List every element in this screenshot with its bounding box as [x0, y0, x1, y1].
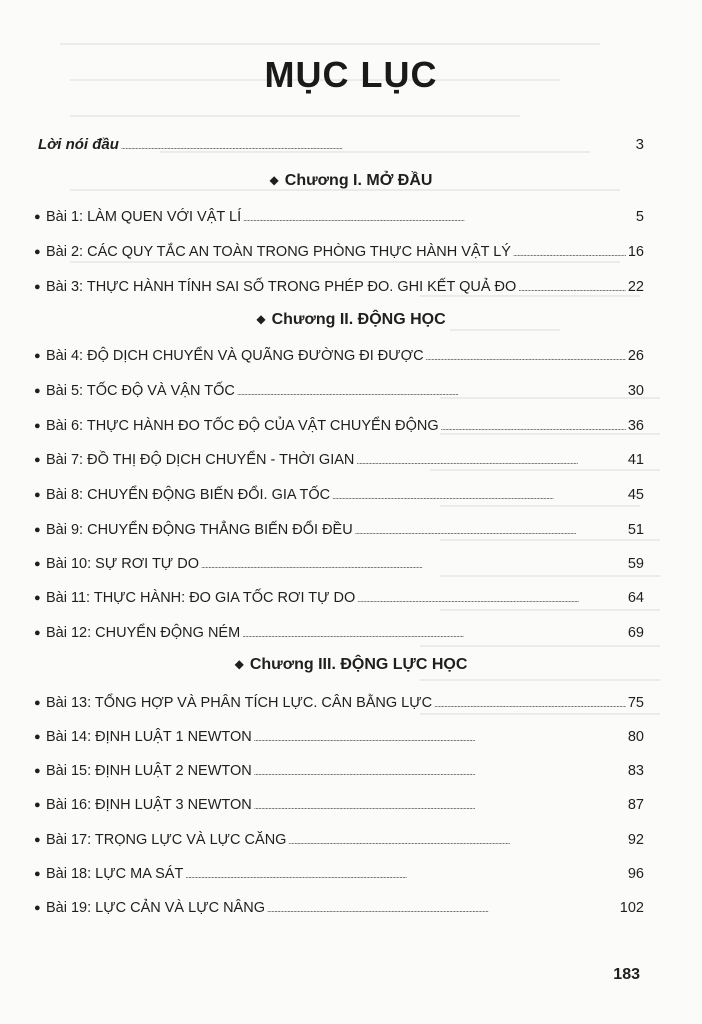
bullet-icon: ●: [34, 523, 41, 536]
toc-entry[interactable]: [34, 622, 644, 641]
diamond-icon: ◆: [269, 173, 279, 187]
entry-page: 75: [627, 694, 644, 711]
toc-entry[interactable]: [34, 206, 644, 225]
bullet-icon: ●: [34, 453, 41, 466]
intro-page: 3: [635, 136, 644, 153]
entry-label: Bài 9: CHUYỂN ĐỘNG THẲNG BIẾN ĐỔI ĐỀU: [46, 521, 353, 538]
chapter-title: Chương I. MỞ ĐẦU: [284, 172, 433, 189]
chapter-heading: [0, 656, 702, 674]
entry-label: Bài 17: TRỌNG LỰC VÀ LỰC CĂNG: [46, 831, 287, 848]
toc-entry[interactable]: [34, 380, 644, 399]
dot-leader: [357, 587, 626, 602]
diamond-icon: ◆: [256, 312, 266, 326]
entry-label: Bài 8: CHUYỂN ĐỘNG BIẾN ĐỔI. GIA TỐC: [46, 486, 331, 503]
entry-page: 64: [627, 589, 644, 606]
entry-label: Bài 13: TỔNG HỢP VÀ PHÂN TÍCH LỰC. CÂN BẰNG LỰC: [46, 694, 433, 711]
bullet-icon: ●: [34, 626, 41, 639]
dot-leader: [332, 484, 626, 499]
dot-leader: [201, 553, 626, 568]
entry-label: Bài 11: THỰC HÀNH: ĐO GIA TỐC RƠI TỰ DO: [46, 589, 356, 606]
entry-page: 102: [619, 899, 644, 916]
toc-entry[interactable]: [34, 587, 644, 606]
entry-label: Bài 19: LỰC CẢN VÀ LỰC NÂNG: [46, 899, 265, 916]
entry-page: 96: [627, 865, 644, 882]
chapter-heading: [0, 172, 702, 190]
bullet-icon: ●: [34, 901, 41, 914]
dot-leader: [426, 345, 626, 360]
bullet-icon: ●: [34, 210, 41, 223]
bullet-icon: ●: [34, 488, 41, 501]
toc-entry[interactable]: [34, 863, 644, 882]
entry-page: 5: [635, 208, 644, 225]
dot-leader: [254, 760, 626, 775]
bullet-icon: ●: [34, 696, 41, 709]
page-number: 183: [613, 966, 640, 983]
bullet-icon: ●: [34, 280, 41, 293]
dot-leader: [518, 276, 626, 291]
entry-label: Bài 12: CHUYỂN ĐỘNG NÉM: [46, 624, 241, 641]
bullet-icon: ●: [34, 591, 41, 604]
entry-label: Bài 7: ĐỒ THỊ ĐỘ DỊCH CHUYỂN - THỜI GIAN: [46, 451, 355, 468]
toc-intro-entry[interactable]: [38, 134, 644, 153]
entry-label: Bài 1: LÀM QUEN VỚI VẬT LÍ: [46, 208, 242, 225]
toc-entry[interactable]: [34, 415, 644, 434]
toc-entry[interactable]: [34, 484, 644, 503]
chapter-title: Chương II. ĐỘNG HỌC: [271, 311, 446, 328]
entry-page: 41: [627, 451, 644, 468]
dot-leader: [267, 897, 618, 912]
dot-leader: [288, 829, 625, 844]
toc-entry[interactable]: [34, 553, 644, 572]
page-title: MỤC LỤC: [264, 54, 438, 95]
dot-leader: [355, 519, 626, 534]
entry-page: 51: [627, 521, 644, 538]
entry-page: 16: [627, 243, 644, 260]
entry-page: 26: [627, 347, 644, 364]
entry-page: 80: [627, 728, 644, 745]
entry-page: 87: [627, 796, 644, 813]
dot-leader: [121, 134, 634, 149]
entry-label: Bài 14: ĐỊNH LUẬT 1 NEWTON: [46, 728, 252, 745]
bullet-icon: ●: [34, 419, 41, 432]
bullet-icon: ●: [34, 833, 41, 846]
entry-label: Bài 5: TỐC ĐỘ VÀ VẬN TỐC: [46, 382, 235, 399]
bullet-icon: ●: [34, 764, 41, 777]
dot-leader: [237, 380, 626, 395]
entry-page: 69: [627, 624, 644, 641]
dot-leader: [441, 415, 626, 430]
toc-entry[interactable]: [34, 345, 644, 364]
toc-entry[interactable]: [34, 726, 644, 745]
toc-entry[interactable]: [34, 519, 644, 538]
toc-entry[interactable]: [34, 449, 644, 468]
entry-label: Bài 6: THỰC HÀNH ĐO TỐC ĐỘ CỦA VẬT CHUYỂN ĐỘNG: [46, 417, 439, 434]
toc-entry[interactable]: [34, 760, 644, 779]
entry-label: Bài 15: ĐỊNH LUẬT 2 NEWTON: [46, 762, 252, 779]
entry-page: 36: [627, 417, 644, 434]
bullet-icon: ●: [34, 867, 41, 880]
intro-label: Lời nói đầu: [38, 136, 119, 153]
toc-entry[interactable]: [34, 692, 644, 711]
entry-label: Bài 2: CÁC QUY TẮC AN TOÀN TRONG PHÒNG THỰC HÀNH VẬT LÝ: [46, 243, 511, 260]
entry-label: Bài 10: SỰ RƠI TỰ DO: [46, 555, 199, 572]
toc-entry[interactable]: [34, 794, 644, 813]
toc-entry[interactable]: [34, 276, 644, 295]
dot-leader: [356, 449, 625, 464]
bullet-icon: ●: [34, 557, 41, 570]
dot-leader: [242, 622, 626, 637]
dot-leader: [254, 794, 626, 809]
bullet-icon: ●: [34, 730, 41, 743]
bullet-icon: ●: [34, 798, 41, 811]
dot-leader: [243, 206, 634, 221]
chapter-heading: [0, 311, 702, 329]
entry-label: Bài 16: ĐỊNH LUẬT 3 NEWTON: [46, 796, 252, 813]
entry-page: 30: [627, 382, 644, 399]
entry-label: Bài 3: THỰC HÀNH TÍNH SAI SỐ TRONG PHÉP ĐO. GHI KẾT QUẢ ĐO: [46, 278, 517, 295]
dot-leader: [185, 863, 626, 878]
entry-page: 45: [627, 486, 644, 503]
chapter-title: Chương III. ĐỘNG LỰC HỌC: [249, 656, 468, 673]
diamond-icon: ◆: [234, 657, 244, 671]
toc-entry[interactable]: [34, 897, 644, 916]
dot-leader: [513, 241, 626, 256]
entry-label: Bài 4: ĐỘ DỊCH CHUYỂN VÀ QUÃNG ĐƯỜNG ĐI ĐƯỢC: [46, 347, 424, 364]
toc-entry[interactable]: [34, 829, 644, 848]
toc-entry[interactable]: [34, 241, 644, 260]
entry-page: 22: [627, 278, 644, 295]
entry-label: Bài 18: LỰC MA SÁT: [46, 865, 184, 882]
dot-leader: [254, 726, 626, 741]
bullet-icon: ●: [34, 384, 41, 397]
entry-page: 92: [627, 831, 644, 848]
bullet-icon: ●: [34, 245, 41, 258]
entry-page: 83: [627, 762, 644, 779]
dot-leader: [434, 692, 626, 707]
bullet-icon: ●: [34, 349, 41, 362]
entry-page: 59: [627, 555, 644, 572]
